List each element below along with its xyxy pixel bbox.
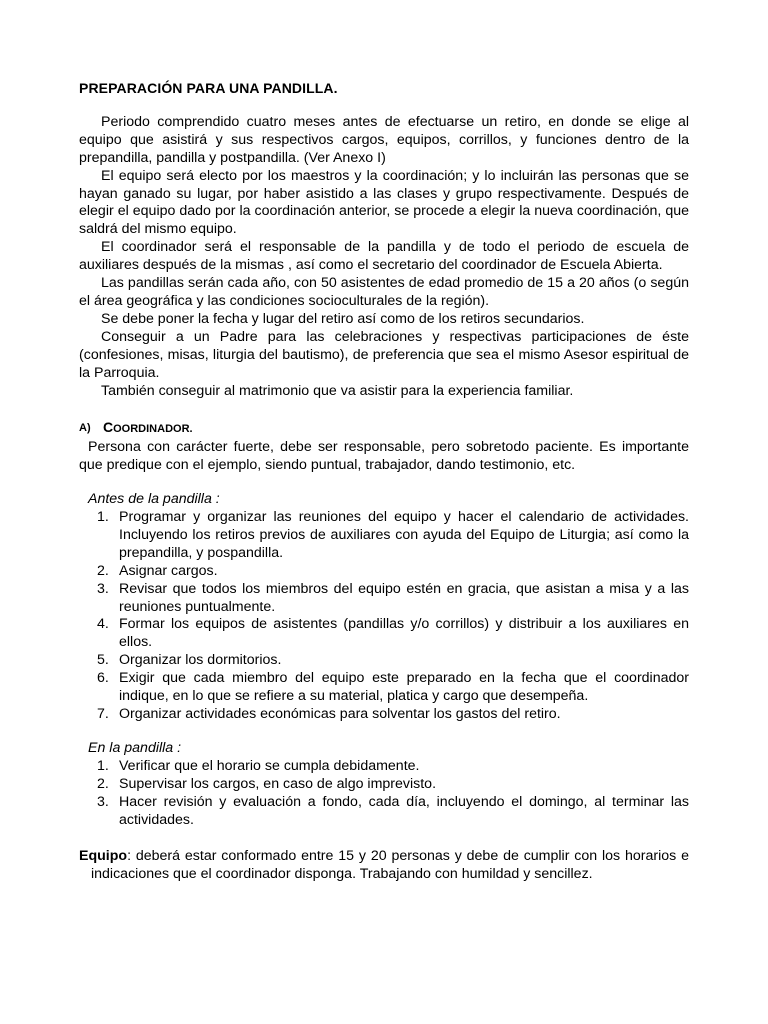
section-heading-coordinador <box>79 419 689 439</box>
list-item <box>79 616 689 652</box>
coordinador-description: Persona con carácter fuerte, debe ser responsable, pero sobretodo paciente. Es importante que predique con el ejemplo, siendo puntual, trabajador, dando testimonio, etc. <box>79 439 689 474</box>
before-pandilla-heading: Antes de la pandilla : <box>88 491 220 508</box>
list-item <box>79 563 689 581</box>
intro-paragraph: El coordinador será el responsable de la pandilla y de todo el periodo de escuela de auxiliares después de la mismas , así como el secretario del coordinador de Escuela Abierta. <box>79 239 689 274</box>
intro-paragraph: Las pandillas serán cada año, con 50 asistentes de edad promedio de 15 a 20 años (o según el área geográfica y las condiciones socioculturales de la región). <box>79 275 689 309</box>
list-item <box>79 758 689 776</box>
list-item <box>79 509 689 563</box>
intro-section <box>79 114 689 401</box>
list-item-text: Organizar actividades económicas para solventar los gastos del retiro. <box>119 706 561 722</box>
document-title: PREPARACIÓN PARA UNA PANDILLA. <box>79 80 338 96</box>
section-title-rest: OORDINADOR. <box>113 423 193 436</box>
intro-paragraph: También conseguir al matrimonio que va asistir para la experiencia familiar. <box>101 382 574 399</box>
list-number: 7. <box>97 706 109 722</box>
list-number: 2. <box>97 562 109 579</box>
document-page <box>79 80 689 884</box>
list-number: 5. <box>97 652 109 669</box>
list-item-text: Programar y organizar las reuniones del equipo y hacer el calendario de actividades. Incluyendo los retiros previos de auxiliares con ayuda del Equipo de Liturgia; así como la prepandilla, y pospandilla. <box>119 509 689 561</box>
list-item <box>79 581 689 617</box>
list-item <box>79 652 689 670</box>
intro-paragraph: Conseguir a un Padre para las celebraciones y respectivas participaciones de éste (confesiones, misas, liturgia del bautismo), de preferencia que sea el mismo Asesor espiritual de la Parroquia. <box>79 328 689 381</box>
list-item <box>79 794 689 830</box>
list-item-text: Revisar que todos los miembros del equipo estén en gracia, que asistan a misa y a las reuniones puntualmente. <box>119 580 689 615</box>
list-item-text: Hacer revisión y evaluación a fondo, cada día, incluyendo el domingo, al terminar las actividades. <box>119 793 689 828</box>
list-number: 2. <box>97 775 109 792</box>
list-item-text: Organizar los dormitorios. <box>119 652 282 669</box>
list-item-text: Supervisar los cargos, en caso de algo imprevisto. <box>119 775 437 792</box>
intro-paragraph: Periodo comprendido cuatro meses antes de efectuarse un retiro, en donde se elige al equipo que asistirá y sus respectivos cargos, equipos, corrillos, y funciones dentro de la prepandilla, pandilla y postpandilla. (Ver Anexo I) <box>79 113 689 166</box>
list-number: 1. <box>97 757 109 774</box>
intro-paragraph: Se debe poner la fecha y lugar del retiro así como de los retiros secundarios. <box>101 310 585 327</box>
equipo-text: : deberá estar conformado entre 15 y 20 personas y debe de cumplir con los horarios e indicaciones que el coordinador disponga. Trabajando con humildad y sencillez. <box>91 848 689 883</box>
list-item-text: Exigir que cada miembro del equipo este preparado en la fecha que el coordinador indique, en lo que se refiere a su material, platica y cargo que desempeña. <box>119 670 689 705</box>
section-letter: A) <box>79 422 91 435</box>
intro-paragraph: El equipo será electo por los maestros y la coordinación; y lo incluirán las personas que se hayan ganado su lugar, por haber asistido a las clases y grupo respectivamente. Después de elegir el equipo dado por la coordinación anterior, se procede a elegir la nueva coordinación, que saldrá del mismo equipo. <box>79 167 689 238</box>
equipo-label: Equipo <box>79 848 128 865</box>
list-number: 1. <box>97 509 109 526</box>
during-pandilla-heading: En la pandilla : <box>88 739 182 756</box>
list-item-text: Asignar cargos. <box>119 562 218 579</box>
list-item <box>79 776 689 794</box>
list-number: 3. <box>97 793 109 810</box>
list-number: 4. <box>97 616 109 633</box>
equipo-paragraph <box>79 848 689 884</box>
section-title <box>103 419 193 439</box>
list-number: 3. <box>97 580 109 597</box>
during-pandilla-list <box>79 758 689 830</box>
list-item <box>79 706 689 724</box>
list-item-text: Formar los equipos de asistentes (pandillas y/o corrillos) y distribuir a los auxiliares en ellos. <box>119 616 689 651</box>
before-pandilla-list <box>79 509 689 724</box>
list-item-text: Verificar que el horario se cumpla debidamente. <box>119 757 420 774</box>
list-number: 6. <box>97 670 109 687</box>
list-item <box>79 670 689 706</box>
section-title-initial: C <box>103 419 114 436</box>
